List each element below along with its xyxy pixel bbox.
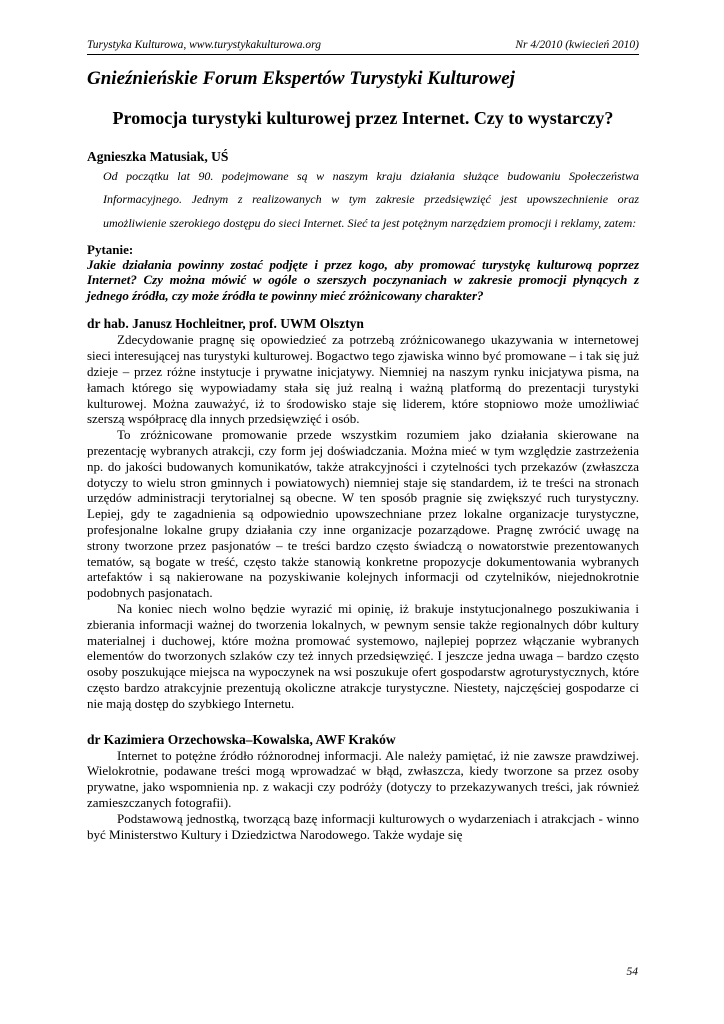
response-paragraph: Podstawową jednostką, tworzącą bazę informacji kulturowych o wydarzeniach i atrakcjach - winno być Ministerstwo Kultury i Dziedzictwa Narodowego. Także wydaje się — [87, 810, 639, 842]
forum-title: Gnieźnieńskie Forum Ekspertów Turystyki Kulturowej — [87, 68, 515, 89]
page — [87, 38, 639, 842]
author: Agnieszka Matusiak, UŚ — [87, 149, 229, 164]
running-header — [87, 38, 639, 55]
speaker-name: dr Kazimiera Orzechowska–Kowalska, AWF Kraków — [87, 731, 396, 747]
issue-number: Nr 4/2010 (kwiecień 2010) — [515, 39, 639, 51]
response-paragraph: Zdecydowanie pragnę się opowiedzieć za potrzebą zróżnicowanego ukazywania w internetowej sieci interesującej nas turystyki kulturowej. Bogactwo tego zjawiska winno być promowane – i tak się już dzieje – przez różne instytucje i prywatne inicjatywy. Niemniej na naszym rynku inicjatywa pisma, na łamach którego się wypowiadamy stała się już realną i ważną platformą do prezentacji turystyki kulturowej. Można zauważyć, iż to środowisko staje się liderem, które stopniowo może umożliwiać szerszą współpracę dla innych przedsięwzięć i osób. — [87, 332, 639, 427]
response-paragraph: To zróżnicowane promowanie przede wszystkim rozumiem jako działania skierowane na prezentację wybranych atrakcji, czy form jej doświadczania. Można mieć w tym względzie zastrzeżenia np. do jakości budowanych komunikatów, także atrakcyjności i czytelności tych przekazów (zwłaszcza dotyczy to wielu stron gminnych i powiatowych) niemniej staje się standardem, iż te treści na stronach urzędów administracji terytorialnej są obecne. W ten sposób pragnie się zwiększyć ruch turystyczny. Lepiej, gdy te zagadnienia są odpowiednio upowszechniane przez lokalne organizacje turystyczne, profesjonalne lokalne grupy działania czy inne organizacje pozarządowe. Pragnę zwrócić uwagę na strony tworzone przez pasjonatów – te treści bardzo często świadczą o nowatorstwie prezentowanych tematów, są bogate w treść, często także stanowią konkretne propozycje dokumentowania wybranych artefaktów i są nakierowane na pozyskiwanie kolejnych informacji od czytelników, niejednokrotnie podobnych pasjonatach. — [87, 427, 639, 601]
speaker-name: dr hab. Janusz Hochleitner, prof. UWM Olsztyn — [87, 316, 364, 332]
question-label: Pytanie: — [87, 241, 134, 257]
response-paragraph: Na koniec niech wolno będzie wyrazić mi opinię, iż brakuje instytucjonalnego poszukiwania i zbierania informacji ważnej do tworzenia lokalnych, w pewnym sensie także regionalnych dóbr kultury materialnej i duchowej, które można promować systemowo, najlepiej poprzez włączanie wybranych elementów do tworzonych szlaków czy też innych przedsięwzięć. I jeszcze jedna uwaga – bardzo często osoby poszukujące miejsca na wypoczynek na wsi poszukuje ofert gospodarstw agroturystycznych, które często bardzo atrakcyjnie prezentują okoliczne atrakcje turystyczne. Niestety, najczęściej gospodarze ci nie mają dostęp do szybkiego Internetu. — [87, 600, 639, 711]
article-title: Promocja turystyki kulturowej przez Internet. Czy to wystarczy? — [112, 108, 614, 128]
response-hochleitner — [87, 316, 639, 711]
response-paragraph: Internet to potężne źródło różnorodnej informacji. Ale należy pamiętać, iż nie zawsze prawdziwej. Wielokrotnie, podawane treści mogą wprowadzać w błąd, zwłaszcza, kiedy tworzone sa przez osoby prywatne, jako wspomnienia np. z wakacji czy podróży (dotyczy to przekazywanych treści, jak również zamieszczanych fotografii). — [87, 747, 639, 810]
intro-paragraph: Od początku lat 90. podejmowane są w naszym kraju działania służące budowaniu Społeczeństwa Informacyjnego. Jednym z realizowanych w tym zakresie przedsięwzięć jest upowszechnienie oraz umożliwienie szerokiego dostępu do sieci Internet. Sieć ta jest potężnym narzędziem promocji i reklamy, zatem: — [103, 169, 639, 230]
response-orzechowska — [87, 732, 639, 843]
page-number: 54 — [626, 966, 638, 978]
question-text: Jakie działania powinny zostać podjęte i przez kogo, aby promować turystykę kulturową poprzez Internet? Czy można mówić w ogóle o szerszych poczynaniach w zakresie promocji płynących z jednego źródła, czy może źródła te powinny mieć zróżnicowany charakter? — [87, 256, 639, 303]
journal-name: Turystyka Kulturowa, www.turystykakulturowa.org — [87, 39, 321, 51]
